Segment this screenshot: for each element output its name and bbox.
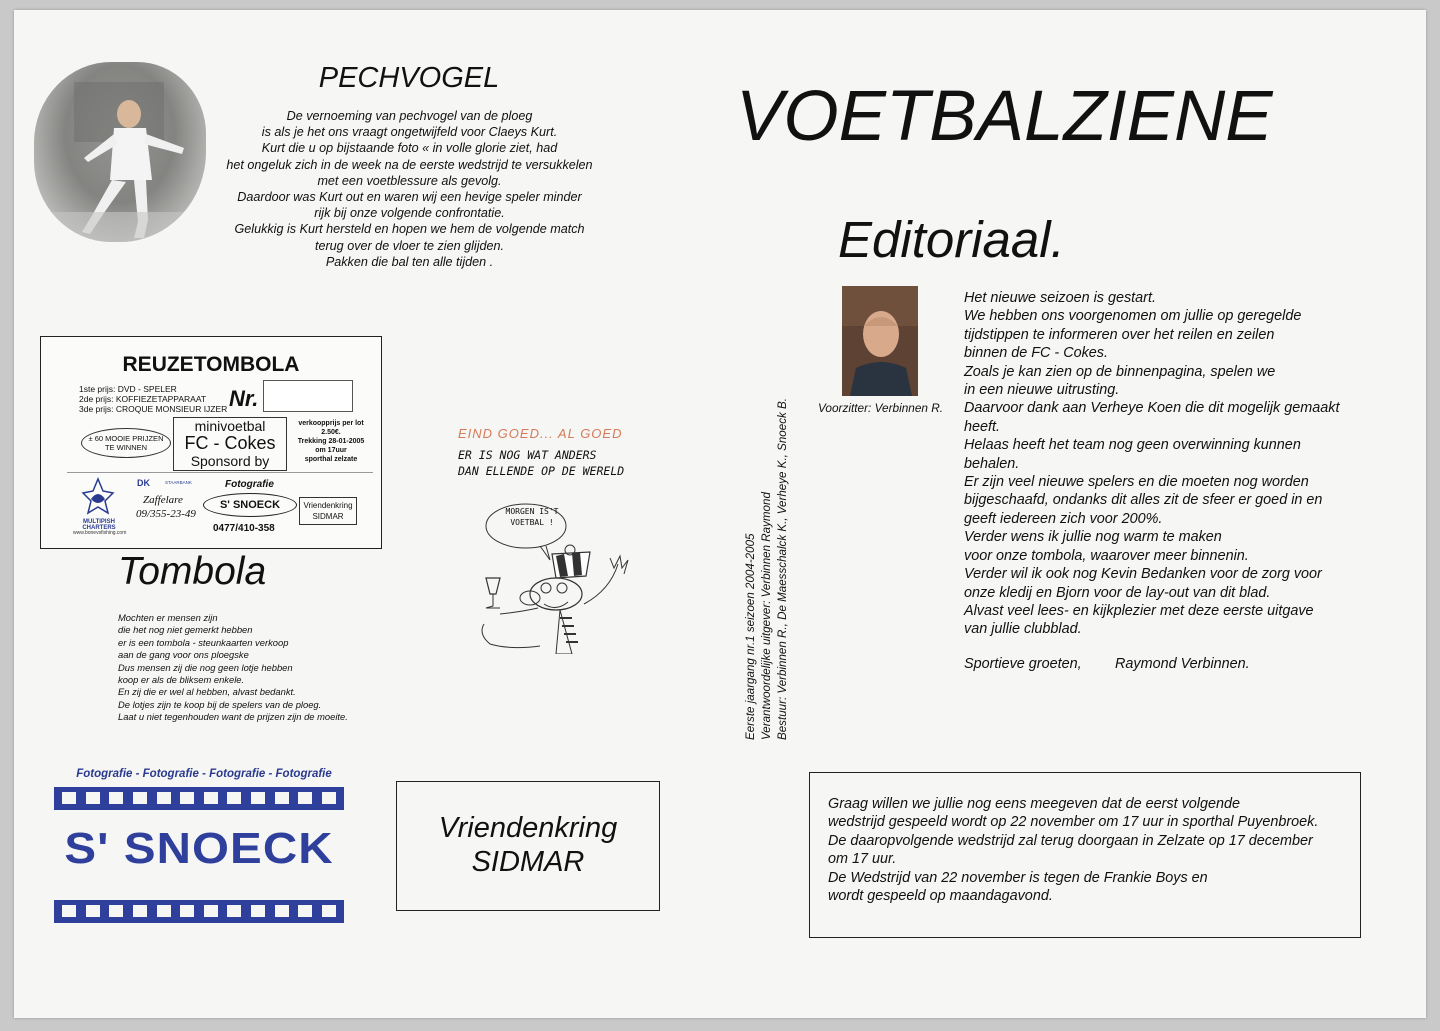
player-photo: [34, 62, 206, 242]
sponsor-url: www.bonevsfishing.com: [73, 530, 127, 536]
sale-info: verkoopprijs per lot 2.50€. Trekking 28-01-2005 om 17uur sporthal zelzate: [297, 420, 365, 463]
chairman-photo: [842, 286, 918, 396]
snoeck-ad-name: S' SNOECK: [64, 824, 334, 873]
ticket-divider: [67, 472, 373, 473]
colophon-edition: Eerste jaargang nr.1 seizoen 2004-2005: [744, 533, 757, 740]
tombola-body: Mochten er mensen zijn die het nog niet gemerkt hebben er is een tombola - steunkaarten verkoop aan de gang voor ons ploegske Dus mensen zij die nog geen lotje hebben koop er als de bliksem enkele. En zij die er wel al hebben, alvast bedankt. De lotjes zijn te koop bij de spelers van de ploeg. Laat u niet tegenhouden want de prijzen zijn de moeite.: [118, 612, 348, 723]
zaffelare-label: Zaffelare: [143, 494, 183, 506]
dk-sub-label: STAARBANK: [165, 480, 192, 485]
signature: Raymond Verbinnen.: [1115, 656, 1250, 672]
minivoetbal-label: minivoetbal: [194, 418, 266, 434]
greeting: Sportieve groeten,: [964, 656, 1082, 672]
fotografie-banner: Fotografie - Fotografie - Fotografie - Fotografie: [76, 768, 332, 780]
colophon-publisher: Verantwoordelijke uitgever: Verbinnen Raymond: [760, 492, 773, 740]
minivoetbal-box: [173, 417, 287, 471]
colophon-board: Bestuur: Verbinnen R., De Maesschalck K., Verheye K., Snoeck B.: [776, 398, 789, 740]
film-strip-top: [54, 787, 344, 810]
match-notice-text: Graag willen we jullie nog eens meegeven dat de eerst volgende wedstrijd gespeeld wordt op 22 november om 17 uur in sporthal Puyenbroek. De daaropvolgende wedstrijd zal terug doorgaan in Zelzate op 17 december om 17 uur. De Wedstrijd van 22 november is tegen de Frankie Boys en wordt gespeeld op maandagavond.: [828, 796, 1319, 905]
colophon-line-3: [776, 340, 807, 740]
reuzetombola-ticket: [40, 336, 382, 549]
vriendenkring-small-box: Vriendenkring SIDMAR: [299, 497, 357, 525]
speech-bubble-text: MORGEN IS'T VOETBAL !: [505, 507, 559, 527]
editorial-body: Het nieuwe seizoen is gestart. We hebben ons voorgenomen om jullie op geregelde tijdstippen te informeren over het reilen en zeilen binnen de FC - Cokes. Zoals je kan zien op de binnenpagina, spelen we in een nieuwe uitrusting. Daarvoor dank aan Verheye Koen die dit mogelijk gemaakt heeft. Helaas heeft het team nog geen overwinning kunnen behalen. Er zijn veel nieuwe spelers en die moeten nog worden bijgeschaafd, ondanks dit alles zit de sfeer er goed in en geeft iedereen zich voor 200%. Verder wens ik jullie nog warm te maken voor onze tombola, waarover meer binnenin. Verder wil ik ook nog Kevin Bedanken voor de zorg voor onze kledij en Bjorn voor de lay-out van dit blad. Alvast veel lees- en kijkplezier met deze eerste uitgave van jullie clubblad.: [964, 290, 1340, 638]
ticket-number-label: Nr.: [229, 386, 259, 411]
tombola-title: Tombola: [118, 550, 267, 593]
film-strip-bottom: [54, 900, 344, 923]
multipish-logo-icon: [81, 477, 115, 519]
snoeck-photo-ad: [54, 768, 354, 923]
vriendenkring-line1: Vriendenkring: [438, 812, 618, 844]
reuzetombola-title: REUZETOMBOLA: [122, 353, 300, 376]
snoeck-oval-logo: S' SNOECK: [203, 493, 297, 517]
ticket-number-box: [263, 380, 353, 412]
brochure-sheet: [14, 10, 1426, 1018]
match-notice-box: [809, 772, 1361, 938]
dk-logo: DK: [137, 478, 150, 488]
snoeck-phone: 0477/410-358: [213, 523, 275, 534]
fotografie-label: Fotografie: [225, 479, 274, 490]
zaffelare-phone: 09/355-23-49: [136, 508, 196, 520]
prize-list: 1ste prijs: DVD - SPELER 2de prijs: KOFFIEZETAPPARAAT 3de prijs: CROQUE MONSIEUR IJZER: [79, 384, 228, 414]
pechvogel-title: PECHVOGEL: [318, 62, 500, 94]
sponsored-label: Sponsord by: [190, 453, 270, 469]
magazine-title: VOETBALZIENE: [736, 77, 1273, 156]
vriendenkring-line2: SIDMAR: [471, 846, 585, 878]
cartoon-caption: ER IS NOG WAT ANDERS DAN ELLENDE OP DE WERELD: [458, 448, 625, 478]
pechvogel-body: De vernoeming van pechvogel van de ploeg is als je het ons vraagt ongetwijfeld voor Claeys Kurt. Kurt die u op bijstaande foto « in volle glorie ziet, had het ongeluk zich in de week na de eerste wedstrijd te versukkelen met een voetblessure als gevolg. Daardoor was Kurt out en waren wij een hevige speler minder rijk bij onze volgende confrontatie. Gelukkig is Kurt hersteld en hopen we hem de volgende match terug over de vloer te zien glijden. Pakken die bal ten alle tijden .: [226, 109, 593, 269]
cartoon-header: EIND GOED... AL GOED: [458, 426, 623, 441]
club-name: FC - Cokes: [184, 433, 276, 453]
vriendenkring-box: [396, 781, 660, 911]
chairman-caption: Voorzitter: Verbinnen R.: [818, 401, 944, 415]
editorial-title: Editoriaal.: [838, 211, 1065, 268]
multipish-label: MULTIPISH CHARTERS: [82, 519, 116, 531]
prizes-oval: ± 60 MOOIE PRIJZEN TE WINNEN: [81, 428, 171, 458]
